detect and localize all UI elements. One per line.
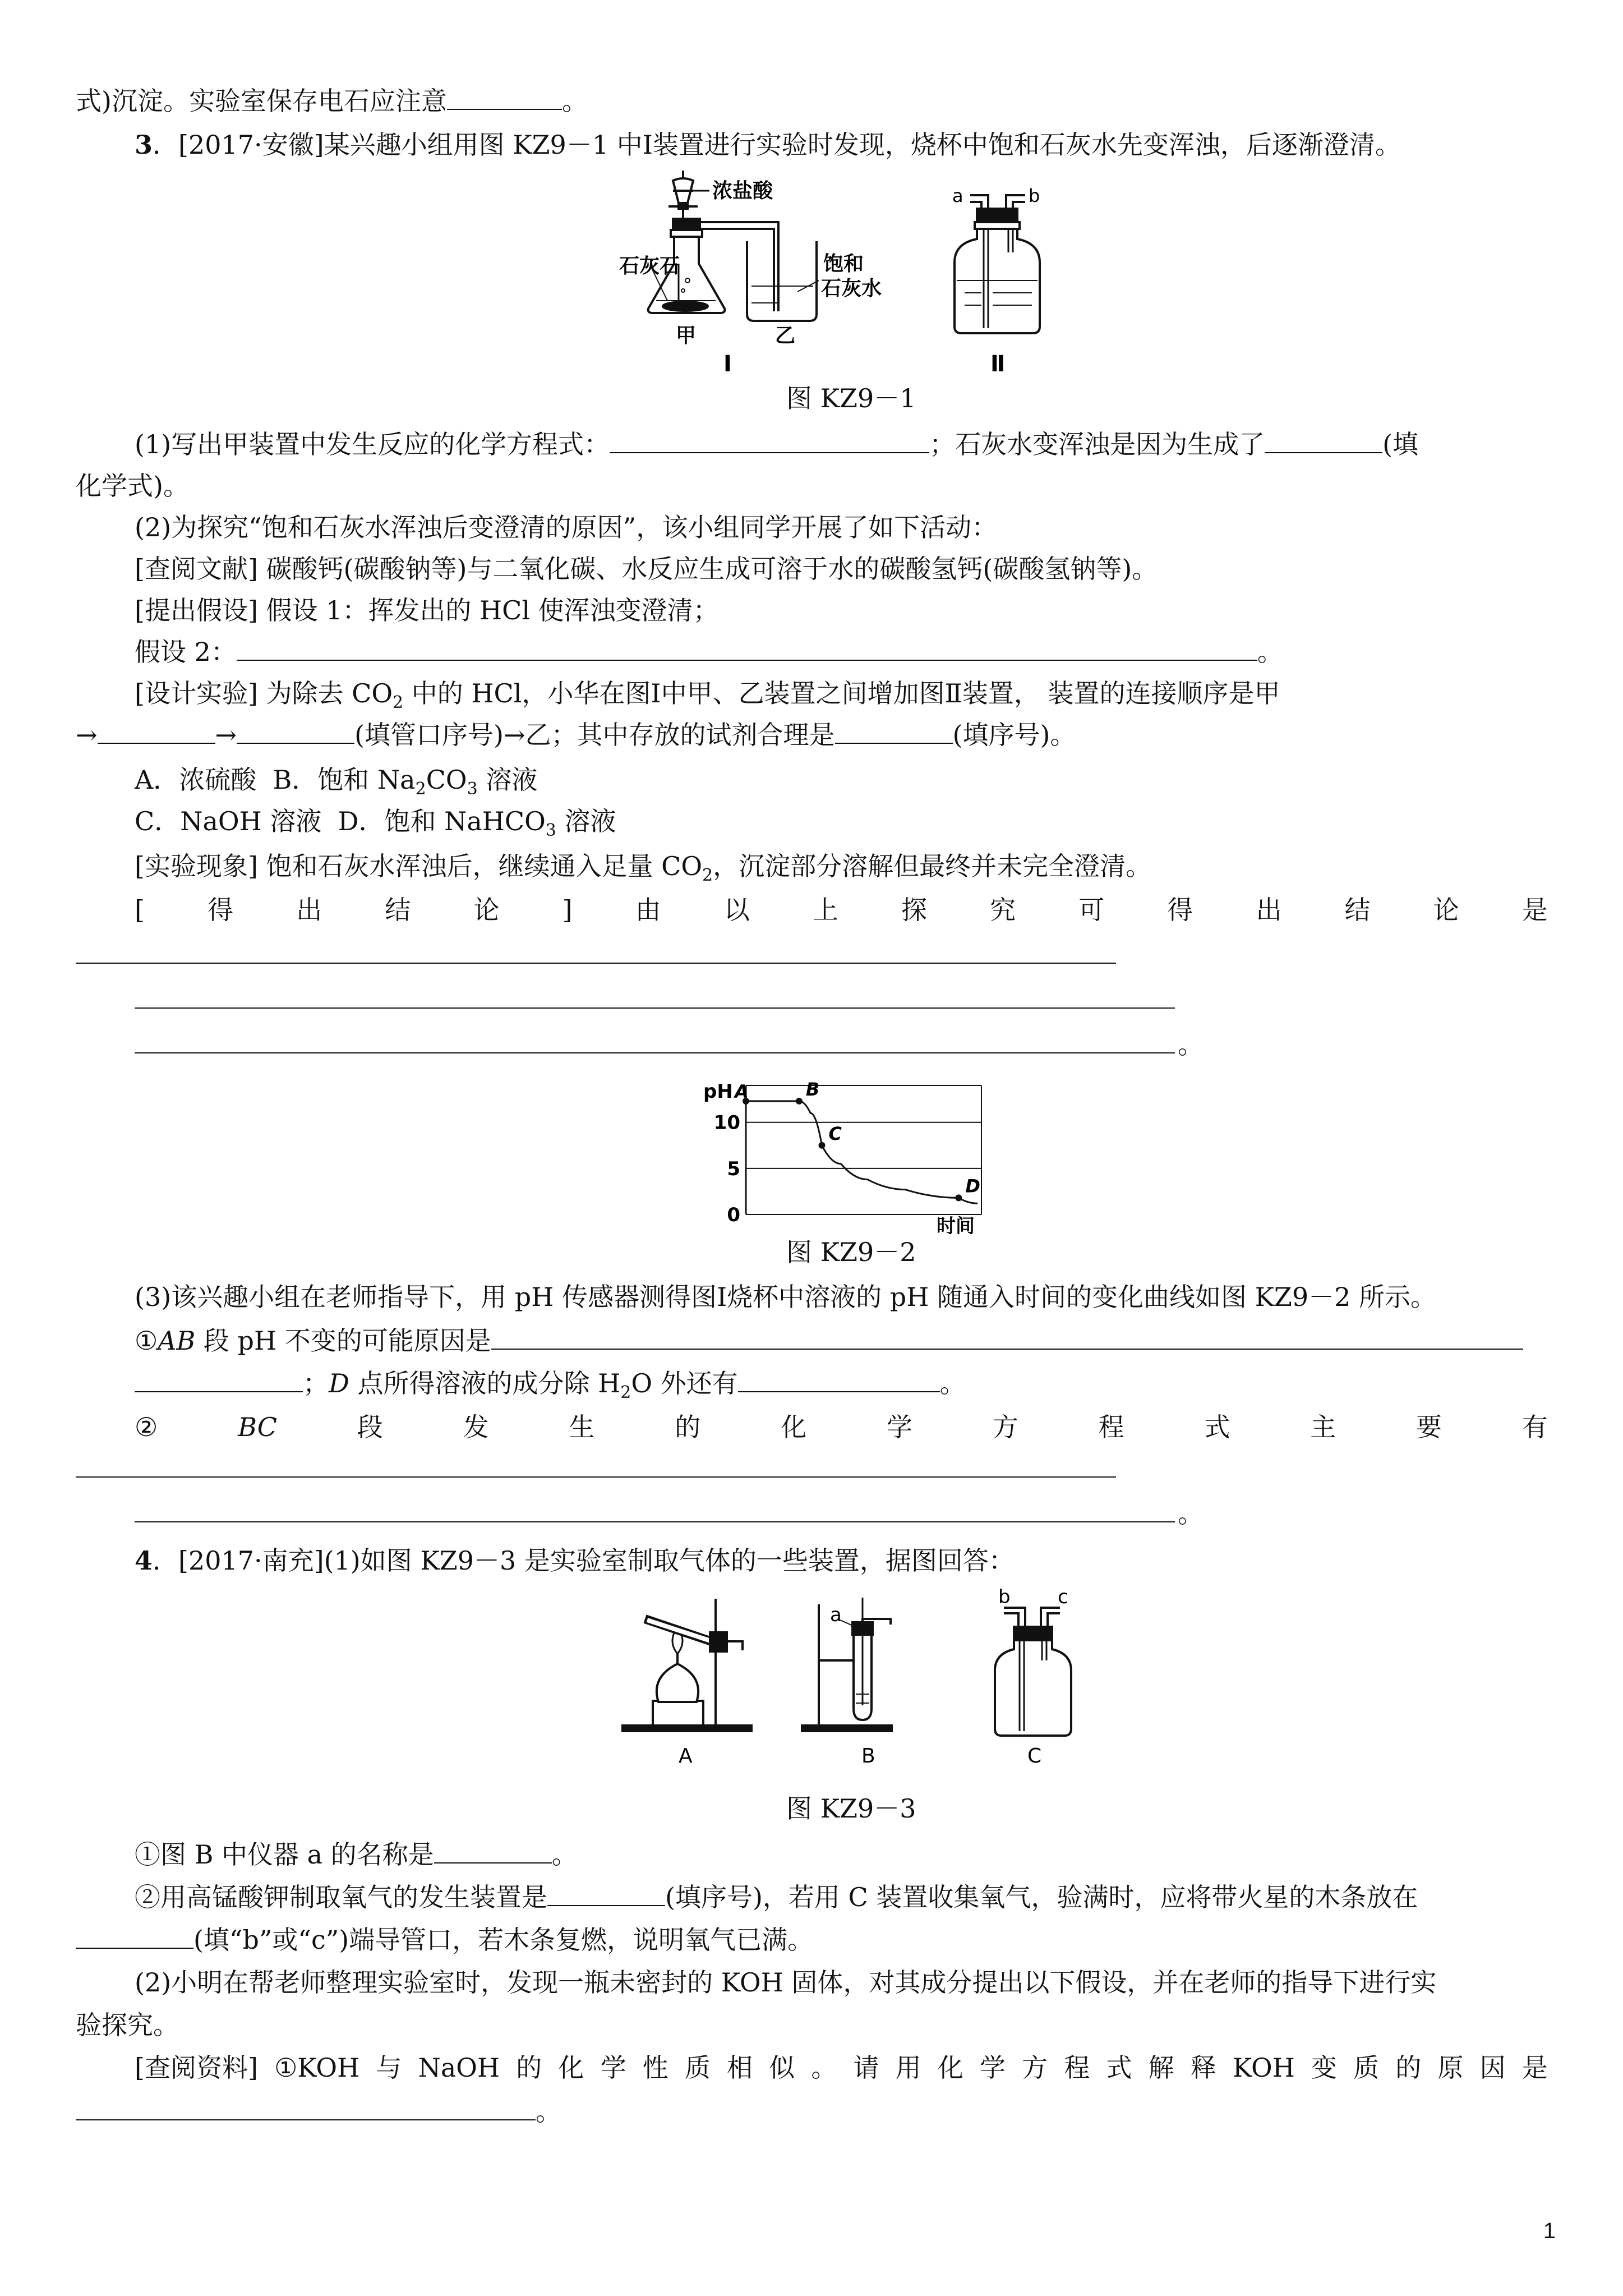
spread-char: 得	[208, 895, 234, 925]
page-number: 1	[1543, 2219, 1556, 2243]
subscript: 2	[702, 866, 713, 886]
spread-char: 质	[1353, 2053, 1380, 2083]
text-line	[135, 427, 1418, 461]
text-line	[76, 718, 1076, 752]
text-line	[76, 84, 588, 118]
text-line	[135, 677, 1280, 713]
answer-line[interactable]	[135, 1007, 1175, 1009]
point-label: A	[735, 1080, 749, 1102]
spread-char: 与	[376, 2053, 402, 2083]
data-point-b	[796, 1098, 803, 1105]
text: 。	[536, 2096, 561, 2127]
answer-line[interactable]	[135, 1521, 1175, 1522]
spread-char: 性	[642, 2053, 668, 2083]
spread-char: 主	[1310, 1412, 1336, 1442]
spread-char: 请	[853, 2053, 879, 2083]
answer-blank[interactable]	[1265, 427, 1382, 453]
spread-char: 有	[1521, 1412, 1548, 1442]
text: 。	[1178, 1029, 1204, 1060]
text: ①图 B 中仪器 a 的名称是	[135, 1839, 434, 1870]
text: (填	[1382, 429, 1419, 459]
text: 段 pH 不变的可能原因是	[195, 1326, 491, 1356]
subscript: 3	[545, 821, 556, 841]
subscript: 2	[620, 1383, 631, 1403]
spread-char: 得	[1167, 895, 1193, 925]
text: AB	[158, 1326, 196, 1356]
label-limestone: 石灰石	[619, 255, 680, 278]
spread-char: 学	[979, 2053, 1006, 2083]
data-point-c	[818, 1142, 825, 1149]
spread-char: 的	[516, 2053, 542, 2083]
spread-char: 由	[635, 895, 661, 925]
spread-char: 变	[1311, 2053, 1338, 2083]
question-number: 3	[135, 130, 153, 160]
spread-char: 是	[1521, 895, 1548, 925]
text-line	[76, 2095, 561, 2128]
answer-blank[interactable]	[135, 1366, 303, 1392]
text-line	[135, 1838, 578, 1871]
subscript: 3	[467, 779, 478, 799]
text-line: (3)该兴趣小组在老师指导下，用 pH 传感器测得图Ⅰ烧杯中溶液的 pH 随通入时间的变化曲线如图 KZ9－2 所示。	[135, 1282, 1437, 1312]
spread-char: ]	[562, 895, 573, 925]
text-line	[135, 849, 1152, 886]
label-conc-hcl: 浓盐酸	[712, 180, 773, 203]
option-a: A．浓硫酸	[135, 765, 257, 795]
spread-char: 化	[558, 2053, 584, 2083]
answer-blank[interactable]	[610, 427, 929, 453]
data-point-d	[955, 1194, 962, 1201]
text: D	[329, 1368, 349, 1398]
spread-char: ①KOH	[274, 2053, 360, 2083]
text-line	[76, 1923, 813, 1957]
text-line	[135, 1880, 1418, 1914]
text-line: [提出假设] 假设 1：挥发出的 HCl 使浑浊变澄清；	[135, 595, 719, 625]
text-line	[135, 1324, 1523, 1358]
text: 。	[939, 1368, 966, 1398]
spread-char: 结	[385, 895, 411, 925]
ph-chart	[701, 1071, 993, 1234]
label-port-a: a	[952, 185, 963, 206]
spread-char: 原	[1437, 2053, 1464, 2083]
text: →	[215, 720, 237, 750]
point-label: D	[965, 1175, 980, 1197]
text: ①	[135, 1326, 158, 1356]
text: (填序号)。	[952, 720, 1076, 750]
heating-apparatus-icon	[623, 1599, 751, 1731]
spread-char: 的	[675, 1412, 701, 1442]
answer-line[interactable]	[76, 963, 1116, 964]
text-line: [查阅文献] 碳酸钙(碳酸钠等)与二氧化碳、水反应生成可溶于水的碳酸氢钙(碳酸氢钠等)。	[135, 554, 1158, 584]
option-line	[135, 804, 616, 841]
spread-char: 探	[901, 895, 928, 925]
spread-char: 似	[769, 2053, 795, 2083]
subscript: 2	[415, 779, 426, 799]
text: 。	[551, 1839, 578, 1870]
spread-char: 式	[1106, 2053, 1132, 2083]
spread-char: 学	[886, 1412, 912, 1442]
label-c: c	[1058, 1588, 1068, 1608]
option-line	[135, 763, 537, 797]
spread-char: 出	[1256, 895, 1282, 925]
y-tick-label: 0	[727, 1204, 740, 1226]
spread-char: 程	[1064, 2053, 1090, 2083]
gas-collecting-bottle-icon	[995, 1608, 1071, 1736]
spread-char: 论	[473, 895, 500, 925]
text: 点所得溶液的成分除 H	[349, 1368, 621, 1398]
subscript: 2	[393, 693, 404, 713]
answer-blank[interactable]	[237, 718, 354, 744]
lookup-line	[135, 2051, 1548, 2085]
text: 溶液	[477, 765, 538, 795]
spread-char: 程	[1098, 1412, 1124, 1442]
question-4-stem	[135, 1544, 1015, 1577]
label-B: B	[861, 1745, 875, 1768]
text: 溶液	[556, 806, 616, 836]
spread-char: 相	[727, 2053, 753, 2083]
x-axis-label: 时间	[937, 1215, 975, 1234]
text-line: (2)为探究“饱和石灰水浑浊后变澄清的原因”，该小组同学开展了如下活动：	[135, 512, 998, 542]
conclusion-line	[135, 893, 1548, 927]
text: O 外还有	[631, 1368, 738, 1398]
text-line: 化学式)。	[76, 471, 189, 501]
spread-char: 发	[463, 1412, 489, 1442]
label-device-II: Ⅱ	[990, 351, 1006, 377]
y-tick-label: 5	[727, 1157, 740, 1180]
text: 。	[561, 86, 588, 116]
gas-generator-icon	[802, 1598, 892, 1731]
label-C: C	[1027, 1745, 1042, 1768]
spread-char: 解	[1148, 2053, 1174, 2083]
spread-char: 出	[296, 895, 322, 925]
answer-blank[interactable]	[491, 1324, 1523, 1350]
spread-char: 的	[1395, 2053, 1422, 2083]
spread-char: 段	[357, 1412, 383, 1442]
text: ．[2017·南充](1)如图 KZ9－3 是实验室制取气体的一些装置，据图回答：	[153, 1545, 1015, 1576]
point-label: C	[828, 1122, 842, 1144]
chart-axes	[746, 1085, 981, 1214]
text: ②用高锰酸钾制取氧气的发生装置是	[135, 1882, 547, 1912]
spread-char: 上	[812, 895, 838, 925]
spread-char: 结	[1344, 895, 1371, 925]
bc-line	[135, 1410, 1548, 1444]
y-tick-labels	[714, 1112, 740, 1226]
figure-kz9-1	[589, 168, 1094, 381]
label-saturated: 饱和	[823, 252, 864, 275]
text: [设计实验] 为除去 CO	[135, 678, 393, 708]
spread-char: [	[135, 895, 145, 925]
text: (填管口序号)→乙；其中存放的试剂合理是	[354, 720, 835, 750]
spread-char: 方	[1022, 2053, 1048, 2083]
chart-points	[733, 1079, 980, 1201]
answer-blank[interactable]	[547, 1880, 665, 1906]
spread-char: 化	[781, 1412, 807, 1442]
option-d: D．饱和 NaHCO	[338, 806, 546, 836]
beaker-icon	[747, 241, 817, 321]
answer-blank[interactable]	[76, 1923, 193, 1949]
spread-char: 生	[569, 1412, 595, 1442]
gas-washing-bottle-icon	[955, 195, 1040, 333]
text: 式)沉淀。实验室保存电石应注意	[76, 86, 447, 116]
figure-caption: 图 KZ9－2	[786, 1237, 916, 1267]
text: ．[2017·安徽]某兴趣小组用图 KZ9－1 中Ⅰ装置进行实验时发现，烧杯中饱和石灰水先变浑浊，后逐渐澄清。	[153, 130, 1401, 160]
spread-char: 。	[811, 2053, 837, 2083]
text-line: (2)小明在帮老师整理实验室时，发现一瓶未密封的 KOH 固体，对其成分提出以下假设，并在老师的指导下进行实	[135, 1967, 1437, 1998]
text-line: 验探究。	[76, 2010, 179, 2040]
text: (1)写出甲装置中发生反应的化学方程式：	[135, 429, 610, 459]
spread-char: 可	[1078, 895, 1105, 925]
y-tick-label: 10	[713, 1111, 740, 1134]
text: (填“b”或“c”)端导管口，若木条复燃，说明氧气已满。	[193, 1925, 814, 1955]
spread-char: 质	[684, 2053, 711, 2083]
figure-caption: 图 KZ9－1	[786, 383, 916, 413]
answer-line[interactable]	[135, 1052, 1175, 1053]
spread-char: KOH	[1232, 2053, 1295, 2083]
answer-blank[interactable]	[237, 635, 1257, 661]
answer-blank[interactable]	[738, 1366, 940, 1392]
spread-char: 用	[895, 2053, 921, 2083]
label-device-I: Ⅰ	[723, 351, 732, 377]
spread-char: 方	[992, 1412, 1018, 1442]
figure-caption: 图 KZ9－3	[786, 1793, 916, 1824]
question-number: 4	[135, 1545, 153, 1576]
answer-line[interactable]	[76, 1476, 1116, 1478]
spread-char: 以	[723, 895, 750, 925]
y-axis-label: pH	[703, 1080, 733, 1103]
text: 。	[1178, 1498, 1204, 1529]
label-jia: 甲	[676, 324, 697, 347]
spread-char: 是	[1521, 2053, 1548, 2083]
question-3-stem	[135, 128, 1401, 162]
label-yi: 乙	[775, 324, 796, 347]
text: 中的 HCl，小华在图Ⅰ中甲、乙装置之间增加图Ⅱ装置， 装置的连接顺序是甲	[403, 678, 1280, 708]
spread-char: 释	[1190, 2053, 1216, 2083]
spread-char: 究	[990, 895, 1016, 925]
spread-char: 要	[1416, 1412, 1442, 1442]
spread-char: NaOH	[418, 2053, 500, 2083]
option-b: B．饱和 Na	[273, 765, 416, 795]
spread-char: 化	[937, 2053, 963, 2083]
option-c: C．NaOH 溶液	[135, 806, 322, 836]
text-line	[135, 635, 1283, 669]
chart-grid	[746, 1085, 981, 1214]
answer-blank[interactable]	[835, 718, 953, 744]
text: 。	[1257, 637, 1283, 667]
spread-char: 论	[1433, 895, 1459, 925]
answer-blank[interactable]	[434, 1838, 552, 1864]
point-label: B	[805, 1078, 820, 1100]
label-a: a	[830, 1604, 842, 1626]
text: ；石灰水变浑浊是因为生成了	[929, 429, 1265, 459]
spread-char: ②	[135, 1412, 158, 1442]
spread-char: [查阅资料]	[135, 2053, 258, 2083]
text: 假设 2：	[135, 637, 237, 667]
spread-char: 式	[1204, 1412, 1230, 1442]
spread-char: 学	[600, 2053, 626, 2083]
spread-char: BC	[238, 1412, 277, 1442]
text: →	[76, 720, 98, 750]
label-limewater: 石灰水	[821, 277, 882, 300]
text: ，沉淀部分溶解但最终并未完全澄清。	[713, 851, 1152, 881]
answer-blank[interactable]	[447, 84, 562, 110]
ph-curve	[746, 1101, 978, 1203]
text: (填序号)，若用 C 装置收集氧气，验满时，应将带火星的木条放在	[665, 1882, 1418, 1912]
answer-blank[interactable]	[76, 2095, 536, 2120]
text: CO	[426, 765, 467, 795]
answer-blank[interactable]	[98, 718, 215, 744]
spread-char: 因	[1479, 2053, 1506, 2083]
text: [实验现象] 饱和石灰水浑浊后，继续通入足量 CO	[135, 851, 703, 881]
text: ；	[303, 1368, 329, 1398]
text-line	[135, 1366, 966, 1403]
label-port-b: b	[1029, 185, 1040, 206]
label-A: A	[679, 1745, 693, 1768]
figure-kz9-3	[611, 1588, 1099, 1773]
label-b: b	[998, 1588, 1011, 1608]
